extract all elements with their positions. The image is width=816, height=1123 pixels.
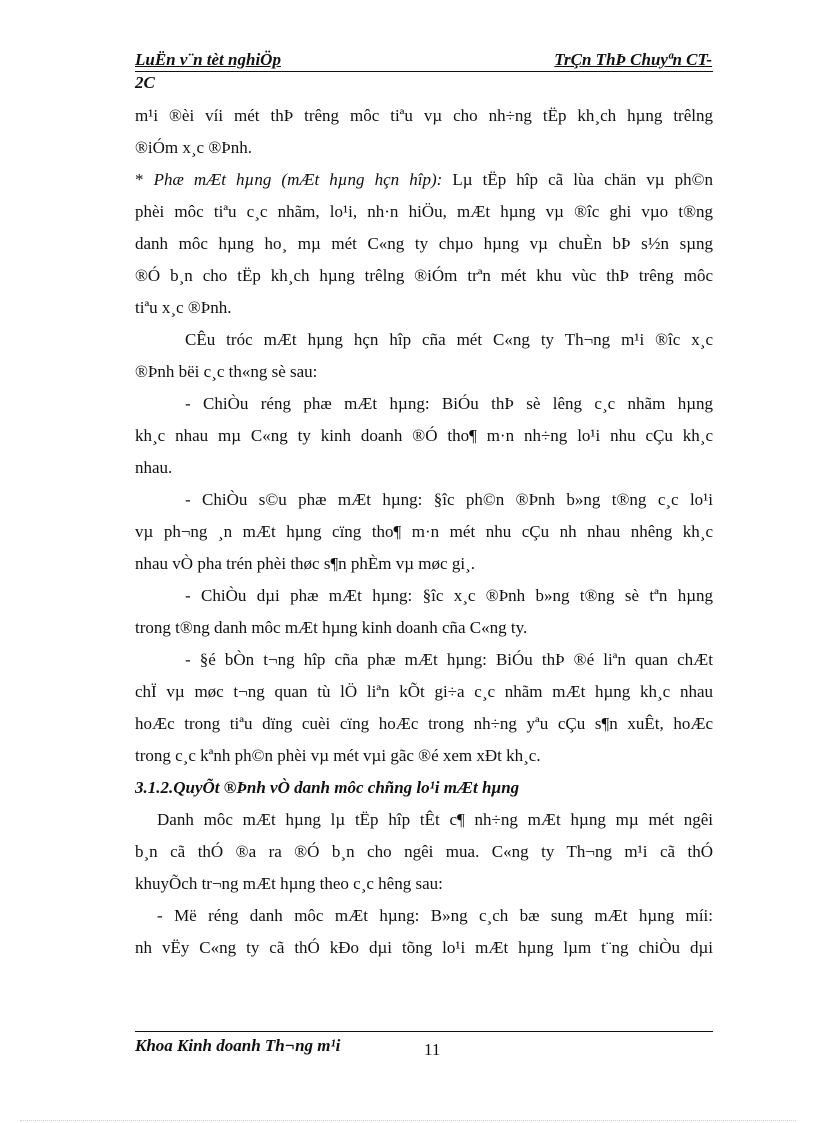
text-line: m¹i ®èi víi mét thÞ trêng môc tiªu vµ cho nh÷ng tËp kh¸ch hµng trêlng	[135, 106, 713, 125]
page-number: 11	[424, 1040, 441, 1059]
page-edge-divider	[20, 1120, 796, 1121]
text-line: khuyÕch tr¬ng mÆt hµng theo c¸c hêng sau:	[135, 874, 443, 893]
text-line: CÊu tróc mÆt hµng hçn hîp cña mét C«ng ty Th¬ng m¹i ®îc x¸c	[185, 330, 713, 349]
text-line: ®Þnh bëi c¸c th«ng sè sau:	[135, 362, 318, 381]
text-line: phèi môc tiªu c¸c nhãm, lo¹i, nh·n hiÖu, mÆt hµng vµ ®îc ghi vµo t®ng	[135, 202, 713, 221]
text-line: nhau vÒ pha trén phèi thøc s¶n phÈm vµ møc gi¸.	[135, 554, 475, 573]
text-line: trong t®ng danh môc mÆt hµng kinh doanh cña C«ng ty.	[135, 618, 528, 637]
text-line: Danh môc mÆt hµng lµ tËp hîp tÊt c¶ nh÷ng mÆt hµng mµ mét ngêi	[157, 810, 713, 829]
text-line: - ChiÒu s©u phæ mÆt hµng: §îc ph©n ®Þnh b»ng t®ng c¸c lo¹i	[185, 490, 713, 509]
text-line: - Më réng danh môc mÆt hµng: B»ng c¸ch bæ sung mÆt hµng míi:	[157, 906, 713, 925]
text-line: nh vËy C«ng ty cã thÓ kÐo dµi tõng lo¹i mÆt hµng lµm t¨ng chiÒu dµi	[135, 938, 713, 957]
header-author: TrÇn ThÞ Chuyªn CT-	[554, 50, 712, 69]
body-text	[135, 100, 713, 964]
text-line-rest: Lµ tËp hîp cã lùa chän vµ ph©n	[442, 170, 713, 189]
text-line: tiªu x¸c ®Þnh.	[135, 298, 232, 317]
text-line: - §é bÒn t¬ng hîp cña phæ mÆt hµng: BiÓu thÞ ®é liªn quan chÆt	[185, 650, 713, 669]
text-line: vµ ph¬ng ¸n mÆt hµng cïng tho¶ m·n mét nhu cÇu nh nhau nhêng kh¸c	[135, 522, 713, 541]
footer-faculty: Khoa Kinh doanh Th¬ng m¹i	[135, 1036, 341, 1055]
text-line	[135, 164, 713, 196]
text-line: kh¸c nhau mµ C«ng ty kinh doanh ®Ó tho¶ m·n nh÷ng lo¹i nhu cÇu kh¸c	[135, 426, 713, 445]
text-line: nhau.	[135, 458, 173, 477]
text-line: 3.1.2.QuyÕt ®Þnh vÒ danh môc chñng lo¹i mÆt hµng	[135, 778, 520, 797]
header-thesis-title: LuËn v¨n tèt nghiÖp	[135, 50, 281, 69]
text-line: hoÆc trong tiªu dïng cuèi cïng hoÆc trong nh÷ng yªu cÇu s¶n xuÊt, hoÆc	[135, 714, 713, 733]
text-line: trong c¸c kªnh ph©n phèi vµ mét vµi gãc ®é xem xÐt kh¸c.	[135, 746, 541, 765]
text-line: chÏ vµ møc t¬ng quan tù lÖ liªn kÕt gi÷a c¸c nhãm mÆt hµng kh¸c nhau	[135, 682, 713, 701]
text-line: - ChiÒu dµi phæ mÆt hµng: §îc x¸c ®Þnh b»ng t®ng sè tªn hµng	[185, 586, 713, 605]
text-line: b¸n cã thÓ ®a ra ®Ó b¸n cho ngêi mua. C«ng ty Th¬ng m¹i cã thÓ	[135, 842, 713, 861]
text-line: danh môc hµng ho¸ mµ mét C«ng ty chµo hµng vµ chuÈn bÞ s½n sµng	[135, 234, 713, 253]
text-line: ®Ó b¸n cho tËp kh¸ch hµng trêlng ®iÓm trªn mét khu vùc thÞ trêng môc	[135, 266, 713, 285]
header-rule	[135, 71, 713, 72]
text-line: - ChiÒu réng phæ mÆt hµng: BiÓu thÞ sè lêng c¸c nhãm hµng	[185, 394, 713, 413]
text-line: ®iÓm x¸c ®Þnh.	[135, 138, 252, 157]
term-definition: Phæ mÆt hµng (mÆt hµng hçn hîp):	[153, 170, 443, 189]
text-line-lead: *	[135, 170, 154, 189]
footer-rule	[135, 1031, 713, 1032]
header-author-class: 2C	[135, 73, 155, 92]
